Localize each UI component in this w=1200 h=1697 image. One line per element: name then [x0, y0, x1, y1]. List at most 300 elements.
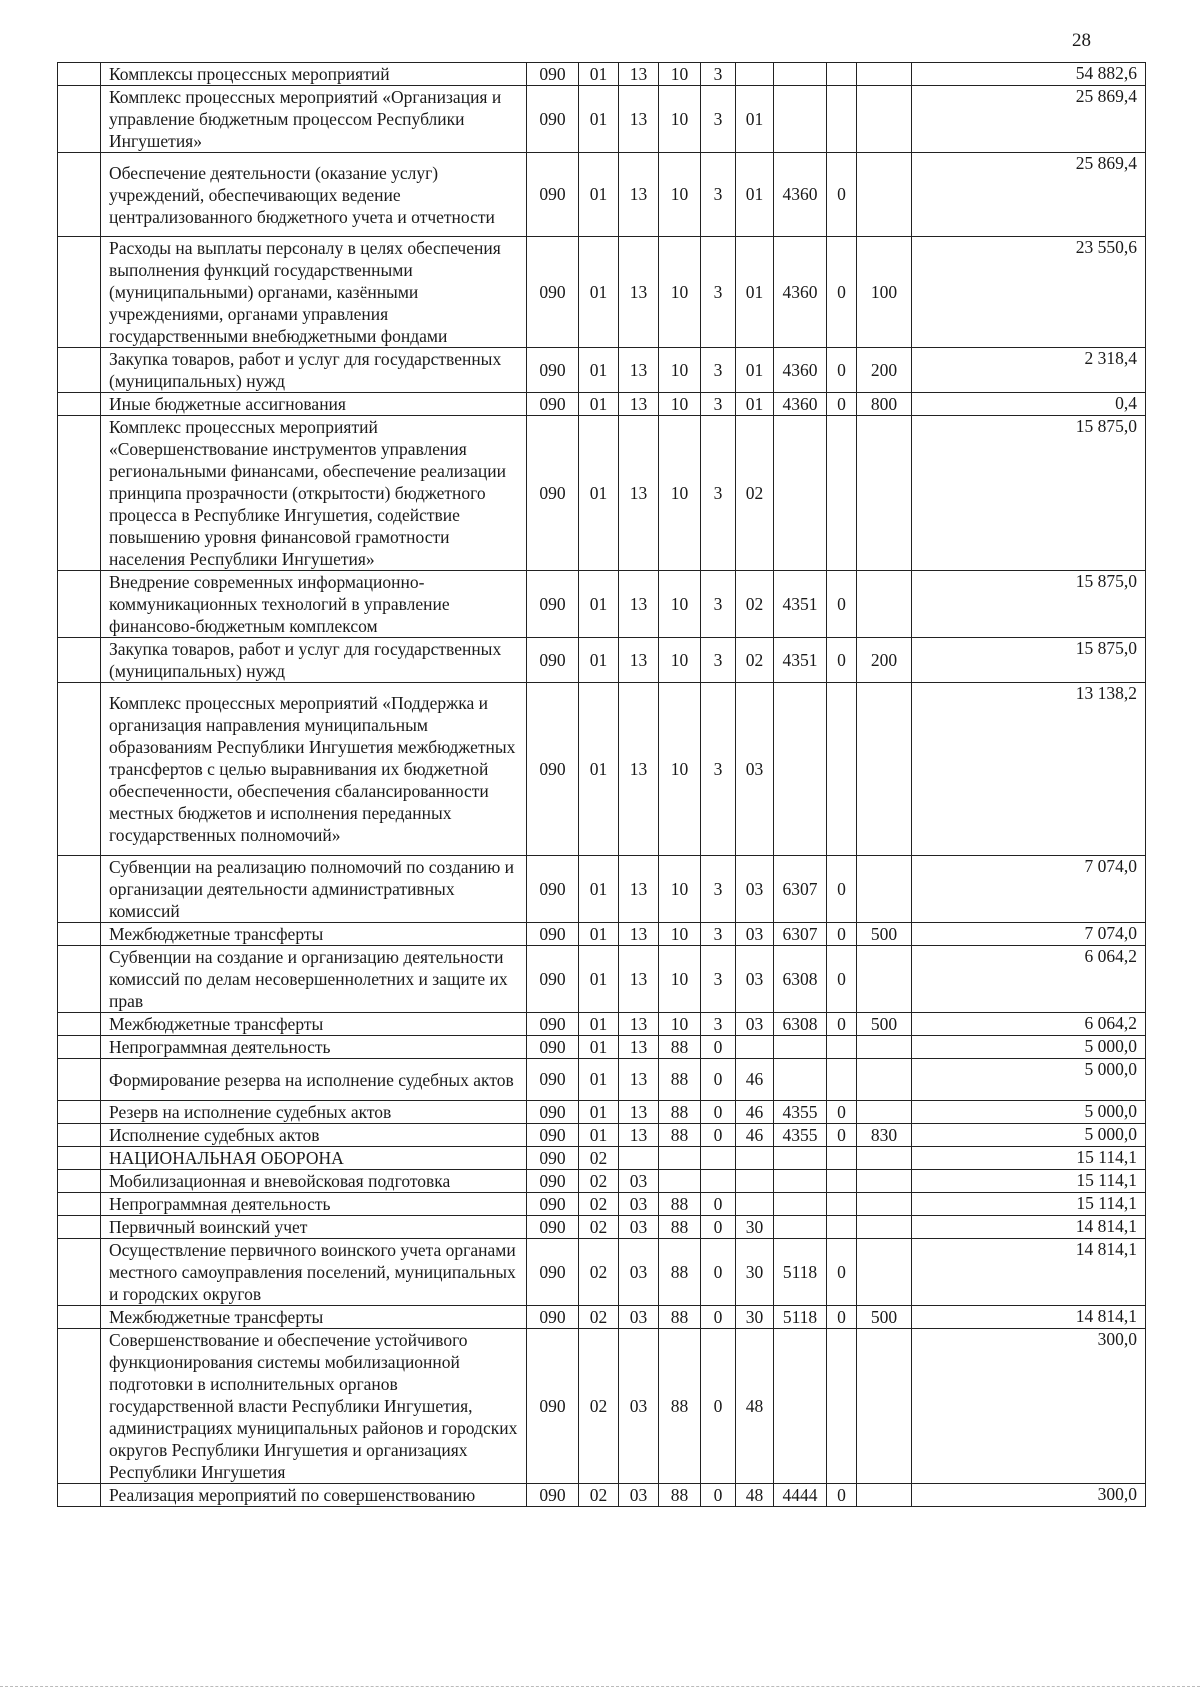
ved-code-cell: 090: [527, 1013, 579, 1036]
expense-name-cell: Обеспечение деятельности (оказание услуг) учреждений, обеспечивающих ведение централизованного бюджетного учета и отчетности: [101, 153, 527, 237]
program-code-cell: 10: [659, 923, 701, 946]
ved-code-cell: 090: [527, 683, 579, 856]
page-bottom-edge: [0, 1686, 1200, 1687]
type-code-cell: 3: [701, 923, 736, 946]
s-code-cell: 0: [827, 1101, 857, 1124]
table-row: [58, 1239, 1146, 1306]
table-row: [58, 946, 1146, 1013]
type-code-cell: 0: [701, 1216, 736, 1239]
amount-cell: 15 875,0: [912, 638, 1146, 683]
section-code-cell: 01: [579, 1036, 619, 1059]
s-code-cell: 0: [827, 1306, 857, 1329]
row-index-cell: [58, 1193, 101, 1216]
program-code-cell: 88: [659, 1329, 701, 1484]
complex-code-cell: 03: [736, 1013, 774, 1036]
section-code-cell: 01: [579, 1101, 619, 1124]
ved-code-cell: 090: [527, 1101, 579, 1124]
program-code-cell: 88: [659, 1239, 701, 1306]
direction-code-cell: 4360: [774, 153, 827, 237]
expense-name-cell: Первичный воинский учет: [101, 1216, 527, 1239]
direction-code-cell: 4444: [774, 1484, 827, 1507]
row-index-cell: [58, 1101, 101, 1124]
row-index-cell: [58, 1147, 101, 1170]
expense-type-code-cell: [857, 86, 912, 153]
expense-type-code-cell: [857, 153, 912, 237]
direction-code-cell: [774, 1216, 827, 1239]
expense-type-code-cell: [857, 1239, 912, 1306]
ved-code-cell: 090: [527, 1170, 579, 1193]
complex-code-cell: 01: [736, 153, 774, 237]
section-code-cell: 01: [579, 683, 619, 856]
section-code-cell: 01: [579, 1059, 619, 1101]
row-index-cell: [58, 638, 101, 683]
program-code-cell: 10: [659, 571, 701, 638]
ved-code-cell: 090: [527, 1147, 579, 1170]
ved-code-cell: 090: [527, 237, 579, 348]
complex-code-cell: [736, 1170, 774, 1193]
s-code-cell: 0: [827, 923, 857, 946]
s-code-cell: [827, 1329, 857, 1484]
table-row: [58, 1484, 1146, 1507]
direction-code-cell: [774, 1193, 827, 1216]
table-row: [58, 571, 1146, 638]
section-code-cell: 01: [579, 153, 619, 237]
amount-cell: 300,0: [912, 1329, 1146, 1484]
section-code-cell: 01: [579, 393, 619, 416]
type-code-cell: 3: [701, 683, 736, 856]
table-row: [58, 1170, 1146, 1193]
table-row: [58, 1306, 1146, 1329]
type-code-cell: 3: [701, 86, 736, 153]
expense-type-code-cell: [857, 683, 912, 856]
type-code-cell: 0: [701, 1239, 736, 1306]
direction-code-cell: [774, 416, 827, 571]
subsection-code-cell: 13: [619, 1059, 659, 1101]
section-code-cell: 01: [579, 348, 619, 393]
table-row: [58, 856, 1146, 923]
table-row: [58, 1101, 1146, 1124]
amount-cell: 2 318,4: [912, 348, 1146, 393]
direction-code-cell: [774, 86, 827, 153]
program-code-cell: 10: [659, 237, 701, 348]
amount-cell: 14 814,1: [912, 1239, 1146, 1306]
amount-cell: 7 074,0: [912, 923, 1146, 946]
amount-cell: 15 875,0: [912, 571, 1146, 638]
s-code-cell: 0: [827, 571, 857, 638]
complex-code-cell: [736, 1036, 774, 1059]
type-code-cell: 3: [701, 416, 736, 571]
section-code-cell: 01: [579, 638, 619, 683]
table-row: [58, 683, 1146, 856]
subsection-code-cell: 13: [619, 923, 659, 946]
table-row: [58, 393, 1146, 416]
expense-type-code-cell: [857, 63, 912, 86]
subsection-code-cell: 13: [619, 946, 659, 1013]
expense-type-code-cell: [857, 1101, 912, 1124]
amount-cell: 5 000,0: [912, 1101, 1146, 1124]
subsection-code-cell: 03: [619, 1239, 659, 1306]
table-row: [58, 237, 1146, 348]
complex-code-cell: 46: [736, 1124, 774, 1147]
s-code-cell: 0: [827, 856, 857, 923]
type-code-cell: 3: [701, 393, 736, 416]
direction-code-cell: 5118: [774, 1239, 827, 1306]
type-code-cell: 0: [701, 1036, 736, 1059]
amount-cell: 23 550,6: [912, 237, 1146, 348]
type-code-cell: 3: [701, 237, 736, 348]
type-code-cell: 0: [701, 1329, 736, 1484]
expense-type-code-cell: 500: [857, 1306, 912, 1329]
s-code-cell: [827, 63, 857, 86]
ved-code-cell: 090: [527, 1306, 579, 1329]
expense-name-cell: Межбюджетные трансферты: [101, 923, 527, 946]
subsection-code-cell: 03: [619, 1306, 659, 1329]
amount-cell: 15 875,0: [912, 416, 1146, 571]
section-code-cell: 01: [579, 856, 619, 923]
table-row: [58, 1329, 1146, 1484]
expense-name-cell: Закупка товаров, работ и услуг для государственных (муниципальных) нужд: [101, 348, 527, 393]
expense-type-code-cell: 200: [857, 348, 912, 393]
direction-code-cell: [774, 1170, 827, 1193]
subsection-code-cell: 13: [619, 571, 659, 638]
direction-code-cell: 5118: [774, 1306, 827, 1329]
complex-code-cell: 30: [736, 1216, 774, 1239]
s-code-cell: [827, 1170, 857, 1193]
complex-code-cell: 03: [736, 923, 774, 946]
subsection-code-cell: 03: [619, 1484, 659, 1507]
expense-type-code-cell: 100: [857, 237, 912, 348]
ved-code-cell: 090: [527, 1124, 579, 1147]
complex-code-cell: 03: [736, 683, 774, 856]
subsection-code-cell: [619, 1147, 659, 1170]
s-code-cell: [827, 1059, 857, 1101]
amount-cell: 6 064,2: [912, 1013, 1146, 1036]
subsection-code-cell: 13: [619, 237, 659, 348]
type-code-cell: 3: [701, 856, 736, 923]
program-code-cell: [659, 1147, 701, 1170]
complex-code-cell: 48: [736, 1329, 774, 1484]
type-code-cell: 3: [701, 63, 736, 86]
expense-name-cell: Иные бюджетные ассигнования: [101, 393, 527, 416]
amount-cell: 54 882,6: [912, 63, 1146, 86]
ved-code-cell: 090: [527, 923, 579, 946]
amount-cell: 0,4: [912, 393, 1146, 416]
complex-code-cell: 01: [736, 393, 774, 416]
table-row: [58, 638, 1146, 683]
complex-code-cell: 30: [736, 1239, 774, 1306]
s-code-cell: 0: [827, 153, 857, 237]
expense-name-cell: Межбюджетные трансферты: [101, 1306, 527, 1329]
direction-code-cell: [774, 683, 827, 856]
subsection-code-cell: 13: [619, 683, 659, 856]
subsection-code-cell: 03: [619, 1170, 659, 1193]
program-code-cell: 10: [659, 946, 701, 1013]
expense-name-cell: Расходы на выплаты персоналу в целях обеспечения выполнения функций государственными (муниципальными) органами, казёнными учреждениями, органами управления государственными внебюджетными фондами: [101, 237, 527, 348]
program-code-cell: 88: [659, 1484, 701, 1507]
type-code-cell: 0: [701, 1101, 736, 1124]
budget-table: [57, 62, 1146, 1507]
direction-code-cell: [774, 1059, 827, 1101]
table-row: [58, 1193, 1146, 1216]
type-code-cell: 0: [701, 1484, 736, 1507]
ved-code-cell: 090: [527, 63, 579, 86]
complex-code-cell: 02: [736, 571, 774, 638]
subsection-code-cell: 13: [619, 856, 659, 923]
direction-code-cell: 6308: [774, 946, 827, 1013]
subsection-code-cell: 03: [619, 1216, 659, 1239]
direction-code-cell: 6307: [774, 856, 827, 923]
ved-code-cell: 090: [527, 638, 579, 683]
type-code-cell: [701, 1147, 736, 1170]
complex-code-cell: 01: [736, 237, 774, 348]
ved-code-cell: 090: [527, 946, 579, 1013]
type-code-cell: 0: [701, 1193, 736, 1216]
subsection-code-cell: 13: [619, 638, 659, 683]
expense-type-code-cell: [857, 856, 912, 923]
complex-code-cell: 02: [736, 638, 774, 683]
expense-name-cell: Межбюджетные трансферты: [101, 1013, 527, 1036]
row-index-cell: [58, 1306, 101, 1329]
ved-code-cell: 090: [527, 86, 579, 153]
table-row: [58, 923, 1146, 946]
row-index-cell: [58, 1216, 101, 1239]
program-code-cell: 10: [659, 416, 701, 571]
program-code-cell: 88: [659, 1193, 701, 1216]
expense-name-cell: Осуществление первичного воинского учета органами местного самоуправления поселений, муниципальных и городских округов: [101, 1239, 527, 1306]
amount-cell: 300,0: [912, 1484, 1146, 1507]
expense-type-code-cell: [857, 1059, 912, 1101]
expense-name-cell: Комплексы процессных мероприятий: [101, 63, 527, 86]
direction-code-cell: [774, 1036, 827, 1059]
amount-cell: 14 814,1: [912, 1216, 1146, 1239]
amount-cell: 5 000,0: [912, 1036, 1146, 1059]
program-code-cell: 10: [659, 348, 701, 393]
amount-cell: 7 074,0: [912, 856, 1146, 923]
ved-code-cell: 090: [527, 1239, 579, 1306]
amount-cell: 13 138,2: [912, 683, 1146, 856]
direction-code-cell: 6308: [774, 1013, 827, 1036]
section-code-cell: 01: [579, 86, 619, 153]
complex-code-cell: [736, 1147, 774, 1170]
expense-type-code-cell: [857, 1147, 912, 1170]
row-index-cell: [58, 86, 101, 153]
row-index-cell: [58, 1124, 101, 1147]
section-code-cell: 02: [579, 1147, 619, 1170]
table-row: [58, 1216, 1146, 1239]
s-code-cell: 0: [827, 237, 857, 348]
s-code-cell: [827, 86, 857, 153]
table-row: [58, 1036, 1146, 1059]
program-code-cell: 10: [659, 683, 701, 856]
program-code-cell: 10: [659, 1013, 701, 1036]
type-code-cell: 3: [701, 638, 736, 683]
expense-type-code-cell: 500: [857, 923, 912, 946]
expense-type-code-cell: [857, 1484, 912, 1507]
expense-type-code-cell: [857, 946, 912, 1013]
ved-code-cell: 090: [527, 856, 579, 923]
amount-cell: 6 064,2: [912, 946, 1146, 1013]
expense-name-cell: Субвенции на создание и организацию деятельности комиссий по делам несовершеннолетних и защите их прав: [101, 946, 527, 1013]
subsection-code-cell: 13: [619, 416, 659, 571]
subsection-code-cell: 13: [619, 153, 659, 237]
row-index-cell: [58, 1329, 101, 1484]
amount-cell: 25 869,4: [912, 153, 1146, 237]
s-code-cell: [827, 1036, 857, 1059]
amount-cell: 25 869,4: [912, 86, 1146, 153]
expense-name-cell: Закупка товаров, работ и услуг для государственных (муниципальных) нужд: [101, 638, 527, 683]
ved-code-cell: 090: [527, 153, 579, 237]
subsection-code-cell: 13: [619, 1036, 659, 1059]
row-index-cell: [58, 1059, 101, 1101]
expense-type-code-cell: 500: [857, 1013, 912, 1036]
complex-code-cell: 02: [736, 416, 774, 571]
expense-name-cell: НАЦИОНАЛЬНАЯ ОБОРОНА: [101, 1147, 527, 1170]
direction-code-cell: 4360: [774, 393, 827, 416]
s-code-cell: [827, 416, 857, 571]
s-code-cell: 0: [827, 348, 857, 393]
s-code-cell: 0: [827, 1013, 857, 1036]
subsection-code-cell: 03: [619, 1193, 659, 1216]
program-code-cell: 88: [659, 1216, 701, 1239]
section-code-cell: 02: [579, 1216, 619, 1239]
row-index-cell: [58, 63, 101, 86]
type-code-cell: 0: [701, 1306, 736, 1329]
row-index-cell: [58, 1036, 101, 1059]
row-index-cell: [58, 571, 101, 638]
subsection-code-cell: 13: [619, 348, 659, 393]
ved-code-cell: 090: [527, 571, 579, 638]
program-code-cell: 88: [659, 1059, 701, 1101]
table-row: [58, 63, 1146, 86]
direction-code-cell: [774, 1147, 827, 1170]
subsection-code-cell: 03: [619, 1329, 659, 1484]
subsection-code-cell: 13: [619, 1124, 659, 1147]
s-code-cell: 0: [827, 1239, 857, 1306]
program-code-cell: 88: [659, 1124, 701, 1147]
expense-name-cell: Резерв на исполнение судебных актов: [101, 1101, 527, 1124]
program-code-cell: 88: [659, 1306, 701, 1329]
expense-name-cell: Мобилизационная и вневойсковая подготовка: [101, 1170, 527, 1193]
direction-code-cell: 4351: [774, 571, 827, 638]
subsection-code-cell: 13: [619, 63, 659, 86]
ved-code-cell: 090: [527, 416, 579, 571]
section-code-cell: 02: [579, 1306, 619, 1329]
subsection-code-cell: 13: [619, 1013, 659, 1036]
row-index-cell: [58, 153, 101, 237]
section-code-cell: 01: [579, 1013, 619, 1036]
amount-cell: 14 814,1: [912, 1306, 1146, 1329]
expense-name-cell: Комплекс процессных мероприятий «Поддержка и организация направления муниципальным образованиям Республики Ингушетия межбюджетных трансфертов с целью выравнивания их бюджетной обеспеченности, обеспечения сбалансированности местных бюджетов и исполнения переданных государственных полномочий»: [101, 683, 527, 856]
subsection-code-cell: 13: [619, 86, 659, 153]
complex-code-cell: 30: [736, 1306, 774, 1329]
section-code-cell: 02: [579, 1484, 619, 1507]
expense-type-code-cell: [857, 1329, 912, 1484]
direction-code-cell: 6307: [774, 923, 827, 946]
section-code-cell: 02: [579, 1193, 619, 1216]
expense-name-cell: Непрограммная деятельность: [101, 1036, 527, 1059]
expense-name-cell: Реализация мероприятий по совершенствованию: [101, 1484, 527, 1507]
complex-code-cell: 48: [736, 1484, 774, 1507]
table-row: [58, 1013, 1146, 1036]
type-code-cell: 3: [701, 946, 736, 1013]
expense-type-code-cell: [857, 1036, 912, 1059]
section-code-cell: 02: [579, 1329, 619, 1484]
row-index-cell: [58, 1239, 101, 1306]
table-row: [58, 348, 1146, 393]
row-index-cell: [58, 1484, 101, 1507]
program-code-cell: 10: [659, 86, 701, 153]
s-code-cell: [827, 1147, 857, 1170]
program-code-cell: 10: [659, 638, 701, 683]
table-row: [58, 1124, 1146, 1147]
complex-code-cell: 01: [736, 348, 774, 393]
subsection-code-cell: 13: [619, 1101, 659, 1124]
type-code-cell: 3: [701, 571, 736, 638]
section-code-cell: 01: [579, 571, 619, 638]
ved-code-cell: 090: [527, 1216, 579, 1239]
complex-code-cell: [736, 1193, 774, 1216]
direction-code-cell: 4360: [774, 348, 827, 393]
section-code-cell: 01: [579, 946, 619, 1013]
type-code-cell: 0: [701, 1059, 736, 1101]
expense-type-code-cell: 800: [857, 393, 912, 416]
complex-code-cell: 46: [736, 1101, 774, 1124]
table-row: [58, 1147, 1146, 1170]
table-row: [58, 86, 1146, 153]
expense-name-cell: Совершенствование и обеспечение устойчивого функционирования системы мобилизационной подготовки в исполнительных органов государственной власти Республики Ингушетия, администрациях муниципальных районов и городских округов Республики Ингушетия и организациях Республики Ингушетия: [101, 1329, 527, 1484]
direction-code-cell: 4355: [774, 1101, 827, 1124]
s-code-cell: 0: [827, 393, 857, 416]
amount-cell: 15 114,1: [912, 1147, 1146, 1170]
row-index-cell: [58, 1170, 101, 1193]
expense-type-code-cell: [857, 1216, 912, 1239]
expense-name-cell: Субвенции на реализацию полномочий по созданию и организации деятельности административных комиссий: [101, 856, 527, 923]
type-code-cell: 0: [701, 1124, 736, 1147]
row-index-cell: [58, 348, 101, 393]
row-index-cell: [58, 923, 101, 946]
type-code-cell: [701, 1170, 736, 1193]
program-code-cell: 10: [659, 63, 701, 86]
s-code-cell: [827, 1216, 857, 1239]
section-code-cell: 02: [579, 1170, 619, 1193]
s-code-cell: [827, 683, 857, 856]
ved-code-cell: 090: [527, 393, 579, 416]
ved-code-cell: 090: [527, 1059, 579, 1101]
row-index-cell: [58, 856, 101, 923]
expense-name-cell: Формирование резерва на исполнение судебных актов: [101, 1059, 527, 1101]
expense-type-code-cell: 200: [857, 638, 912, 683]
expense-type-code-cell: 830: [857, 1124, 912, 1147]
complex-code-cell: 46: [736, 1059, 774, 1101]
section-code-cell: 01: [579, 63, 619, 86]
direction-code-cell: [774, 63, 827, 86]
program-code-cell: 10: [659, 856, 701, 923]
section-code-cell: 01: [579, 923, 619, 946]
expense-name-cell: Внедрение современных информационно-коммуникационных технологий в управление финансово-бюджетным комплексом: [101, 571, 527, 638]
complex-code-cell: 01: [736, 86, 774, 153]
complex-code-cell: 03: [736, 856, 774, 923]
s-code-cell: 0: [827, 1124, 857, 1147]
expense-name-cell: Комплекс процессных мероприятий «Организация и управление бюджетным процессом Республики Ингушетия»: [101, 86, 527, 153]
amount-cell: 15 114,1: [912, 1170, 1146, 1193]
direction-code-cell: 4351: [774, 638, 827, 683]
expense-name-cell: Комплекс процессных мероприятий «Совершенствование инструментов управления региональными финансами, обеспечение реализации принципа прозрачности (открытости) бюджетного процесса в Республике Ингушетия, содействие повышению уровня финансовой грамотности населения Республики Ингушетия»: [101, 416, 527, 571]
s-code-cell: 0: [827, 1484, 857, 1507]
type-code-cell: 3: [701, 348, 736, 393]
ved-code-cell: 090: [527, 348, 579, 393]
program-code-cell: 10: [659, 393, 701, 416]
expense-type-code-cell: [857, 571, 912, 638]
